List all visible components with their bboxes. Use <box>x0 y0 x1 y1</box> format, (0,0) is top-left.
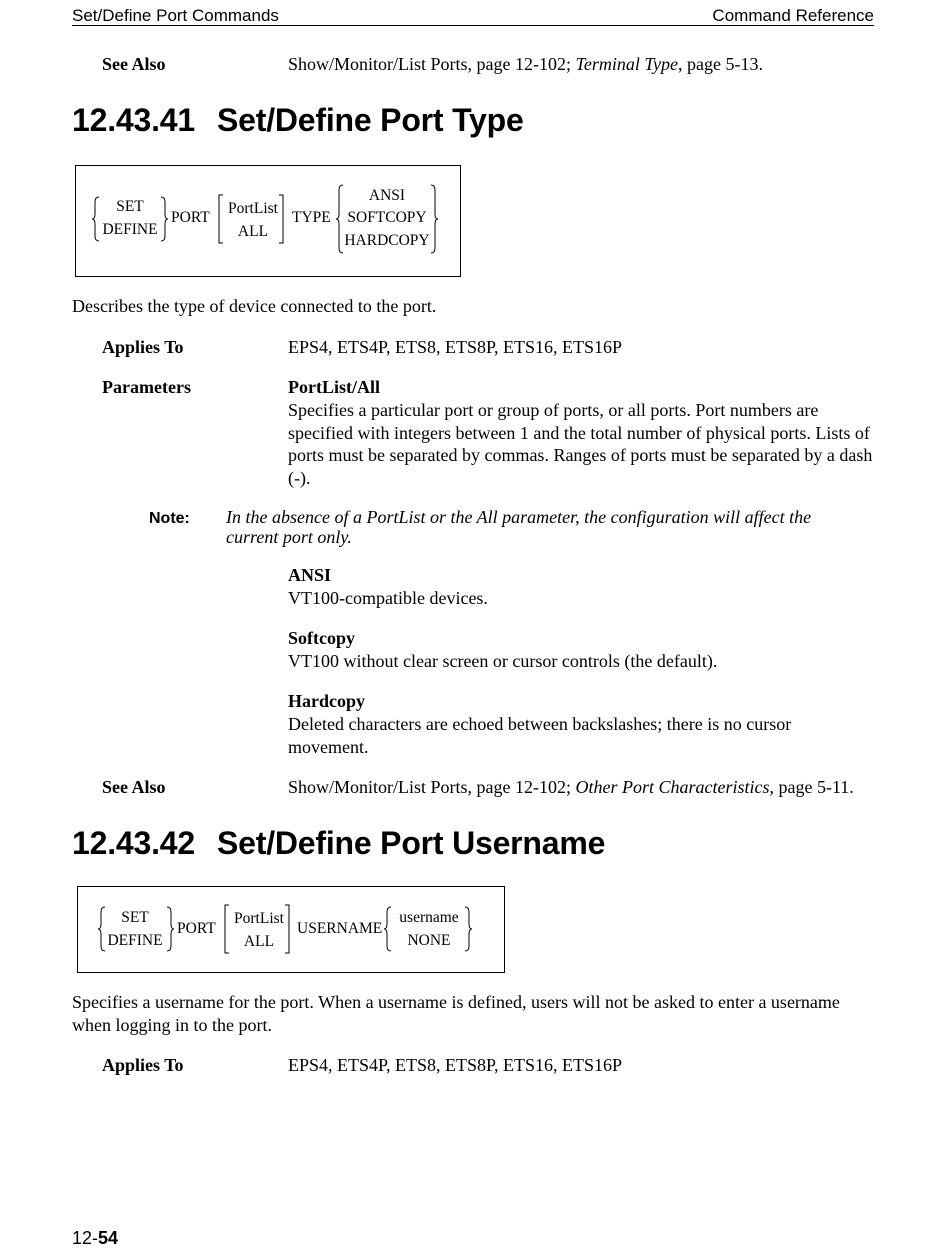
syntax-keyword-port: PORT <box>171 209 210 226</box>
see-also-ref: Other Port Characteristics <box>575 777 770 797</box>
param-desc-hardcopy: Deleted characters are echoed between backslashes; there is no cursor movement. <box>288 714 792 757</box>
right-brace-icon <box>430 184 438 254</box>
see-also-label: See Also <box>102 54 166 74</box>
section-number: 12.43.42 <box>72 825 195 861</box>
see-also-ref: Terminal Type <box>575 54 679 74</box>
note-text: In the absence of a PortList or the All parameter, the configuration will affect the current port only. <box>226 507 812 547</box>
param-name-softcopy: Softcopy <box>288 628 355 648</box>
syntax-option-define: DEFINE <box>102 221 158 238</box>
page-number: 12-54 <box>72 1228 119 1248</box>
syntax-option-set: SET <box>121 909 149 926</box>
running-header-left: Set/Define Port Commands <box>72 6 279 25</box>
syntax-option-portlist: PortList <box>234 910 284 927</box>
right-bracket-icon <box>284 904 290 954</box>
section-heading-port-username <box>72 825 605 862</box>
right-brace-icon <box>464 906 472 952</box>
left-brace-icon <box>92 196 100 242</box>
header-rule <box>72 25 874 26</box>
see-also-text: Show/Monitor/List Ports, page 12-102; Other Port Characteristics, page 5-11. <box>288 777 854 797</box>
see-also-label: See Also <box>102 777 166 797</box>
syntax-option-hardcopy: HARDCOPY <box>344 232 430 249</box>
syntax-option-set: SET <box>116 198 144 215</box>
applies-to-label: Applies To <box>102 1055 184 1075</box>
left-brace-icon <box>384 906 392 952</box>
syntax-keyword-username: USERNAME <box>297 920 383 937</box>
syntax-option-ansi: ANSI <box>368 187 406 204</box>
syntax-option-portlist: PortList <box>228 200 278 217</box>
right-bracket-icon <box>278 194 284 244</box>
param-desc-ansi: VT100-compatible devices. <box>288 588 488 608</box>
syntax-option-all: ALL <box>243 933 275 950</box>
syntax-option-all: ALL <box>237 223 269 240</box>
syntax-keyword-type: TYPE <box>292 209 331 226</box>
param-name-ansi: ANSI <box>288 565 332 585</box>
section-title: Set/Define Port Username <box>217 825 606 861</box>
right-brace-icon <box>166 906 174 952</box>
applies-to-value: EPS4, ETS4P, ETS8, ETS8P, ETS16, ETS16P <box>288 1055 623 1075</box>
applies-to-value: EPS4, ETS4P, ETS8, ETS8P, ETS16, ETS16P <box>288 337 623 357</box>
syntax-option-none: NONE <box>407 932 451 949</box>
right-brace-icon <box>160 196 168 242</box>
note-label: Note: <box>149 510 190 527</box>
param-name-portlist: PortList/All <box>288 377 380 397</box>
param-desc-portlist: Specifies a particular port or group of ports, or all ports. Port numbers are specified with integers between 1 and the total number of physical ports. Lists of ports must be separated by commas. Ranges of ports must be separated by a dash (-). <box>288 400 873 488</box>
syntax-option-define: DEFINE <box>107 932 163 949</box>
see-also-text: Show/Monitor/List Ports, page 12-102; Terminal Type, page 5-13. <box>288 54 763 74</box>
section-title: Set/Define Port Type <box>217 102 524 138</box>
section-number: 12.43.41 <box>72 102 195 138</box>
section-description: Specifies a username for the port. When a username is defined, users will not be asked to enter a username when logging in to the port. <box>72 992 840 1035</box>
parameters-label: Parameters <box>102 377 191 397</box>
syntax-keyword-port: PORT <box>177 920 216 937</box>
param-name-hardcopy: Hardcopy <box>288 691 366 711</box>
syntax-option-softcopy: SOFTCOPY <box>347 209 427 226</box>
syntax-box-port-username <box>77 886 505 973</box>
syntax-option-username: username <box>399 909 459 926</box>
syntax-box-port-type <box>75 165 461 277</box>
param-desc-softcopy: VT100 without clear screen or cursor controls (the default). <box>288 651 718 671</box>
section-description: Describes the type of device connected to the port. <box>72 296 437 316</box>
section-heading-port-type <box>72 102 524 139</box>
running-header-right: Command Reference <box>712 6 874 25</box>
applies-to-label: Applies To <box>102 337 184 357</box>
